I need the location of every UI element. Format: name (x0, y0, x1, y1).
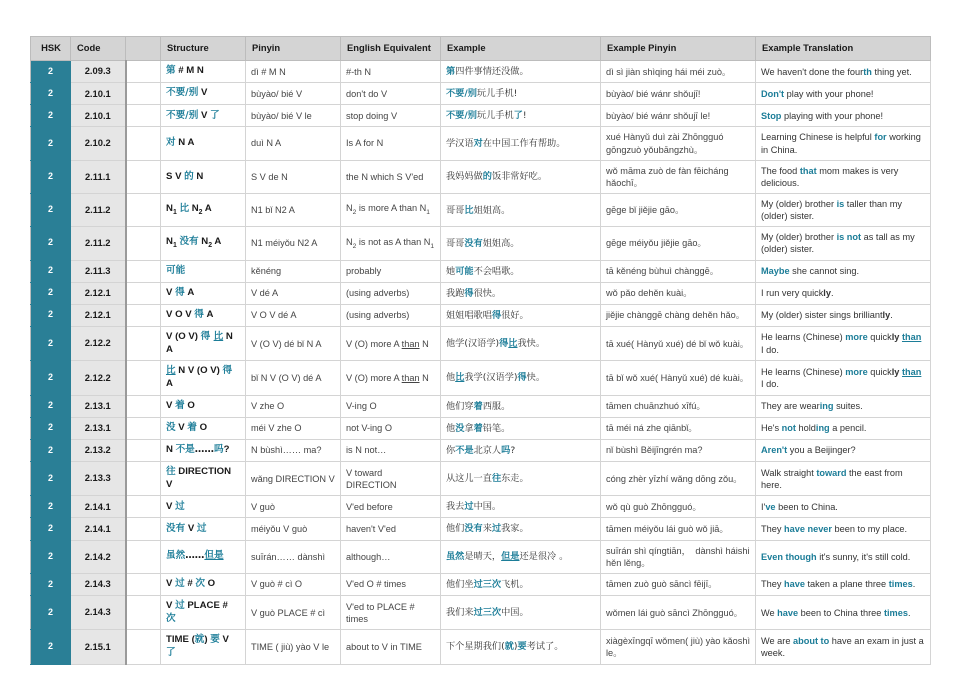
cell-example-pinyin: tā kěnéng bùhuì chànggē。 (601, 260, 756, 282)
table-row[interactable] (31, 282, 931, 304)
cell-structure: 虽然……但是 (161, 540, 246, 573)
cell-example: 我跑得很快。 (441, 282, 601, 304)
cell-example-pinyin: cóng zhèr yīzhí wǎng dōng zǒu。 (601, 462, 756, 496)
cell-pinyin: kěnéng (246, 260, 341, 282)
cell-blank (126, 417, 161, 439)
cell-pinyin: N bùshì…… ma? (246, 439, 341, 461)
cell-example-translation: My (older) sister sings brilliantly. (756, 304, 931, 326)
cell-example-pinyin: tāmen zuò guò sāncì fēijī。 (601, 573, 756, 595)
cell-english-equivalent: V'ed to PLACE # times (341, 596, 441, 630)
cell-code: 2.09.3 (71, 61, 126, 83)
table-row[interactable] (31, 227, 931, 260)
cell-structure: N 不是……吗? (161, 439, 246, 461)
cell-example-pinyin: wǒ māma zuò de fàn fēicháng hǎochī。 (601, 160, 756, 193)
table-row[interactable] (31, 304, 931, 326)
cell-code: 2.12.2 (71, 361, 126, 395)
table-row[interactable] (31, 61, 931, 83)
cell-hsk: 2 (31, 105, 71, 127)
cell-example-pinyin: tā xué( Hànyǔ xué) dé bǐ wǒ kuài。 (601, 326, 756, 360)
cell-blank (126, 573, 161, 595)
cell-code: 2.11.1 (71, 160, 126, 193)
cell-example-pinyin: wǒ pǎo dehěn kuài。 (601, 282, 756, 304)
cell-example-pinyin: tā bǐ wǒ xué( Hànyǔ xué) dé kuài。 (601, 361, 756, 395)
cell-pinyin: méiyǒu V guò (246, 518, 341, 540)
cell-example-translation: Walk straight toward the east from here. (756, 462, 931, 496)
cell-example-translation: My (older) brother is not as tall as my (older) sister. (756, 227, 931, 260)
cell-example-translation: The food that mom makes is very delicious. (756, 160, 931, 193)
cell-structure: 不要/别 V (161, 83, 246, 105)
cell-pinyin: V O V dé A (246, 304, 341, 326)
cell-blank (126, 282, 161, 304)
cell-pinyin: V guò PLACE # cì (246, 596, 341, 630)
cell-blank (126, 127, 161, 160)
table-row[interactable] (31, 496, 931, 518)
cell-structure: 对 N A (161, 127, 246, 160)
cell-pinyin: TIME ( jiù) yào V le (246, 630, 341, 664)
column-header-pinyin[interactable]: Pinyin (246, 37, 341, 61)
cell-hsk: 2 (31, 462, 71, 496)
cell-blank (126, 596, 161, 630)
column-header-hsk[interactable]: HSK (31, 37, 71, 61)
cell-example: 我们来过三次中国。 (441, 596, 601, 630)
cell-hsk: 2 (31, 193, 71, 226)
table-row[interactable] (31, 596, 931, 630)
cell-example-translation: We are about to have an exam in just a week. (756, 630, 931, 664)
cell-example-translation: My (older) brother is taller than my (older) sister. (756, 193, 931, 226)
cell-code: 2.14.1 (71, 496, 126, 518)
cell-example: 他比我学(汉语学)得快。 (441, 361, 601, 395)
cell-example-pinyin: jiějie chànggē chàng dehěn hǎo。 (601, 304, 756, 326)
cell-code: 2.11.2 (71, 193, 126, 226)
cell-example-translation: Stop playing with your phone! (756, 105, 931, 127)
cell-example-translation: Learning Chinese is helpful for working in China. (756, 127, 931, 160)
cell-pinyin: V dé A (246, 282, 341, 304)
cell-example: 他们穿着西服。 (441, 395, 601, 417)
column-header-example-pinyin[interactable]: Example Pinyin (601, 37, 756, 61)
cell-example-translation: He's not holding a pencil. (756, 417, 931, 439)
cell-code: 2.11.3 (71, 260, 126, 282)
cell-example-translation: He learns (Chinese) more quickly than I do. (756, 361, 931, 395)
cell-structure: TIME (就) 要 V 了 (161, 630, 246, 664)
cell-example-translation: They have taken a plane three times. (756, 573, 931, 595)
cell-hsk: 2 (31, 61, 71, 83)
cell-example-pinyin: gēge bǐ jiějie gāo。 (601, 193, 756, 226)
cell-hsk: 2 (31, 227, 71, 260)
cell-code: 2.14.1 (71, 518, 126, 540)
cell-pinyin: N1 bǐ N2 A (246, 193, 341, 226)
cell-example-pinyin: tā méi ná zhe qiānbǐ。 (601, 417, 756, 439)
cell-hsk: 2 (31, 518, 71, 540)
cell-example: 哥哥没有姐姐高。 (441, 227, 601, 260)
cell-example-translation: We haven't done the fourth thing yet. (756, 61, 931, 83)
table-row[interactable] (31, 417, 931, 439)
table-row[interactable] (31, 395, 931, 417)
cell-structure: 比 N V (O V) 得 A (161, 361, 246, 395)
cell-example-translation: Aren't you a Beijinger? (756, 439, 931, 461)
cell-code: 2.14.3 (71, 596, 126, 630)
cell-hsk: 2 (31, 282, 71, 304)
cell-english-equivalent: $N_2$ is more A than $N_1$ (341, 193, 441, 226)
cell-example: 我妈妈做的饭非常好吃。 (441, 160, 601, 193)
cell-example-pinyin: tāmen chuānzhuó xīfú。 (601, 395, 756, 417)
cell-hsk: 2 (31, 260, 71, 282)
cell-blank (126, 518, 161, 540)
cell-hsk: 2 (31, 596, 71, 630)
cell-example-translation: He learns (Chinese) more quickly than I do. (756, 326, 931, 360)
cell-blank (126, 160, 161, 193)
cell-code: 2.13.2 (71, 439, 126, 461)
cell-pinyin: bǐ N V (O V) dé A (246, 361, 341, 395)
cell-example-pinyin: suīrán shì qíngtiān， dànshì háishi hěn lěng。 (601, 540, 756, 573)
cell-blank (126, 462, 161, 496)
column-header-code[interactable]: Code (71, 37, 126, 61)
cell-code: 2.13.1 (71, 417, 126, 439)
cell-english-equivalent: (using adverbs) (341, 282, 441, 304)
cell-pinyin: V zhe O (246, 395, 341, 417)
table-row[interactable] (31, 160, 931, 193)
column-header-example-translation[interactable]: Example Translation (756, 37, 931, 61)
cell-example-pinyin: xiàgèxīngqī wǒmen( jiù) yào kǎoshì le。 (601, 630, 756, 664)
cell-pinyin: wǎng DIRECTION V (246, 462, 341, 496)
cell-example: 他们坐过三次飞机。 (441, 573, 601, 595)
cell-example-pinyin: wǒmen lái guò sāncì Zhōngguó。 (601, 596, 756, 630)
table-row[interactable] (31, 193, 931, 226)
table-row[interactable] (31, 439, 931, 461)
cell-example-translation: I run very quickly. (756, 282, 931, 304)
cell-code: 2.15.1 (71, 630, 126, 664)
table-row[interactable] (31, 630, 931, 664)
column-header-example[interactable]: Example (441, 37, 601, 61)
column-header-english-equivalent[interactable]: English Equivalent (341, 37, 441, 61)
cell-english-equivalent: V (O) more A than N (341, 326, 441, 360)
cell-pinyin: bùyào/ bié V le (246, 105, 341, 127)
cell-pinyin: bùyào/ bié V (246, 83, 341, 105)
cell-example-pinyin: dì sì jiàn shìqing hái méi zuò。 (601, 61, 756, 83)
cell-code: 2.10.1 (71, 83, 126, 105)
cell-english-equivalent: $N_2$ is not as A than $N_1$ (341, 227, 441, 260)
cell-english-equivalent: V (O) more A than N (341, 361, 441, 395)
cell-structure: 没 V 着 O (161, 417, 246, 439)
cell-english-equivalent: although… (341, 540, 441, 573)
cell-example-translation: Don't play with your phone! (756, 83, 931, 105)
cell-hsk: 2 (31, 540, 71, 573)
cell-example-pinyin: nǐ bùshì Běijīngrén ma? (601, 439, 756, 461)
cell-blank (126, 439, 161, 461)
cell-english-equivalent: is N not… (341, 439, 441, 461)
cell-structure: 往 DIRECTION V (161, 462, 246, 496)
cell-example-translation: Even though it's sunny, it's still cold. (756, 540, 931, 573)
grammar-table-container (30, 36, 930, 665)
cell-structure: V (O V) 得 比 N A (161, 326, 246, 360)
cell-structure: 第 # M N (161, 61, 246, 83)
cell-pinyin: V (O V) dé bǐ N A (246, 326, 341, 360)
cell-example: 我去过中国。 (441, 496, 601, 518)
column-header-blank[interactable] (126, 37, 161, 61)
cell-blank (126, 193, 161, 226)
cell-structure: 可能 (161, 260, 246, 282)
column-header-structure[interactable]: Structure (161, 37, 246, 61)
cell-structure: S V 的 N (161, 160, 246, 193)
cell-blank (126, 304, 161, 326)
table-row[interactable] (31, 326, 931, 360)
cell-example: 从这儿一直往东走。 (441, 462, 601, 496)
cell-hsk: 2 (31, 160, 71, 193)
cell-english-equivalent: don't do V (341, 83, 441, 105)
cell-code: 2.10.2 (71, 127, 126, 160)
table-row[interactable] (31, 105, 931, 127)
cell-example-translation: Maybe she cannot sing. (756, 260, 931, 282)
hsk-grammar-table (30, 36, 931, 665)
cell-hsk: 2 (31, 326, 71, 360)
cell-code: 2.14.2 (71, 540, 126, 573)
cell-structure: 不要/别 V 了 (161, 105, 246, 127)
cell-blank (126, 326, 161, 360)
table-body (31, 61, 931, 665)
cell-blank (126, 227, 161, 260)
table-row[interactable] (31, 518, 931, 540)
cell-blank (126, 83, 161, 105)
cell-code: 2.12.2 (71, 326, 126, 360)
cell-example: 哥哥比姐姐高。 (441, 193, 601, 226)
cell-hsk: 2 (31, 630, 71, 664)
cell-hsk: 2 (31, 304, 71, 326)
cell-example-pinyin: xué Hànyǔ duì zài Zhōngguó gōngzuò yǒubāngzhù。 (601, 127, 756, 160)
cell-structure: $N_1$ 比 $N_2$ A (161, 193, 246, 226)
cell-pinyin: S V de N (246, 160, 341, 193)
cell-code: 2.12.1 (71, 304, 126, 326)
cell-example: 学汉语对在中国工作有帮助。 (441, 127, 601, 160)
cell-blank (126, 395, 161, 417)
table-row[interactable] (31, 127, 931, 160)
cell-pinyin: V guò (246, 496, 341, 518)
cell-pinyin: duì N A (246, 127, 341, 160)
cell-hsk: 2 (31, 361, 71, 395)
cell-blank (126, 105, 161, 127)
cell-hsk: 2 (31, 83, 71, 105)
cell-structure: V 得 A (161, 282, 246, 304)
cell-example: 虽然是晴天，但是还是很冷 。 (441, 540, 601, 573)
cell-english-equivalent: V toward DIRECTION (341, 462, 441, 496)
cell-hsk: 2 (31, 573, 71, 595)
cell-hsk: 2 (31, 439, 71, 461)
cell-structure: $N_1$ 没有 $N_2$ A (161, 227, 246, 260)
table-row[interactable] (31, 540, 931, 573)
table-row[interactable] (31, 573, 931, 595)
cell-example: 不要/别玩儿手机了! (441, 105, 601, 127)
table-row[interactable] (31, 361, 931, 395)
cell-example: 你不是北京人吗? (441, 439, 601, 461)
cell-structure: V 着 O (161, 395, 246, 417)
cell-blank (126, 361, 161, 395)
cell-blank (126, 260, 161, 282)
cell-pinyin: méi V zhe O (246, 417, 341, 439)
cell-code: 2.13.1 (71, 395, 126, 417)
cell-code: 2.13.3 (71, 462, 126, 496)
cell-example-pinyin: tāmen méiyǒu lái guò wǒ jiā。 (601, 518, 756, 540)
cell-pinyin: V guò # cì O (246, 573, 341, 595)
cell-english-equivalent: not V-ing O (341, 417, 441, 439)
cell-example: 她可能不会唱歌。 (441, 260, 601, 282)
cell-example-translation: They have never been to my place. (756, 518, 931, 540)
table-row[interactable] (31, 462, 931, 496)
cell-english-equivalent: stop doing V (341, 105, 441, 127)
cell-blank (126, 61, 161, 83)
cell-hsk: 2 (31, 496, 71, 518)
cell-example-translation: We have been to China three times. (756, 596, 931, 630)
cell-english-equivalent: V-ing O (341, 395, 441, 417)
cell-code: 2.14.3 (71, 573, 126, 595)
cell-example: 他没拿着铅笔。 (441, 417, 601, 439)
cell-hsk: 2 (31, 417, 71, 439)
cell-english-equivalent: #-th N (341, 61, 441, 83)
cell-example-translation: I've been to China. (756, 496, 931, 518)
cell-blank (126, 496, 161, 518)
cell-example: 下个星期我们(就)要考试了。 (441, 630, 601, 664)
cell-example: 他学(汉语学)得比我快。 (441, 326, 601, 360)
cell-english-equivalent: about to V in TIME (341, 630, 441, 664)
cell-english-equivalent: the N which S V'ed (341, 160, 441, 193)
cell-pinyin: N1 méiyǒu N2 A (246, 227, 341, 260)
cell-example-pinyin: wǒ qù guò Zhōngguó。 (601, 496, 756, 518)
cell-english-equivalent: probably (341, 260, 441, 282)
cell-structure: V O V 得 A (161, 304, 246, 326)
cell-hsk: 2 (31, 127, 71, 160)
cell-example: 他们没有来过我家。 (441, 518, 601, 540)
cell-pinyin: dì # M N (246, 61, 341, 83)
cell-code: 2.11.2 (71, 227, 126, 260)
cell-structure: V 过 (161, 496, 246, 518)
cell-blank (126, 630, 161, 664)
cell-english-equivalent: (using adverbs) (341, 304, 441, 326)
cell-english-equivalent: haven't V'ed (341, 518, 441, 540)
cell-hsk: 2 (31, 395, 71, 417)
table-row[interactable] (31, 260, 931, 282)
cell-example-pinyin: bùyào/ bié wánr shǒujī! (601, 83, 756, 105)
cell-example: 第四件事情还没做。 (441, 61, 601, 83)
cell-example-pinyin: bùyào/ bié wánr shǒujī le! (601, 105, 756, 127)
cell-example-pinyin: gēge méiyǒu jiějie gāo。 (601, 227, 756, 260)
cell-example: 姐姐唱歌唱得很好。 (441, 304, 601, 326)
cell-example: 不要/别玩儿手机! (441, 83, 601, 105)
cell-english-equivalent: Is A for N (341, 127, 441, 160)
table-header-row (31, 37, 931, 61)
cell-example-translation: They are wearing suites. (756, 395, 931, 417)
cell-pinyin: suīrán…… dànshì (246, 540, 341, 573)
cell-blank (126, 540, 161, 573)
cell-structure: 没有 V 过 (161, 518, 246, 540)
cell-structure: V 过 PLACE # 次 (161, 596, 246, 630)
cell-english-equivalent: V'ed O # times (341, 573, 441, 595)
cell-code: 2.12.1 (71, 282, 126, 304)
cell-english-equivalent: V'ed before (341, 496, 441, 518)
cell-code: 2.10.1 (71, 105, 126, 127)
cell-structure: V 过 # 次 O (161, 573, 246, 595)
table-row[interactable] (31, 83, 931, 105)
